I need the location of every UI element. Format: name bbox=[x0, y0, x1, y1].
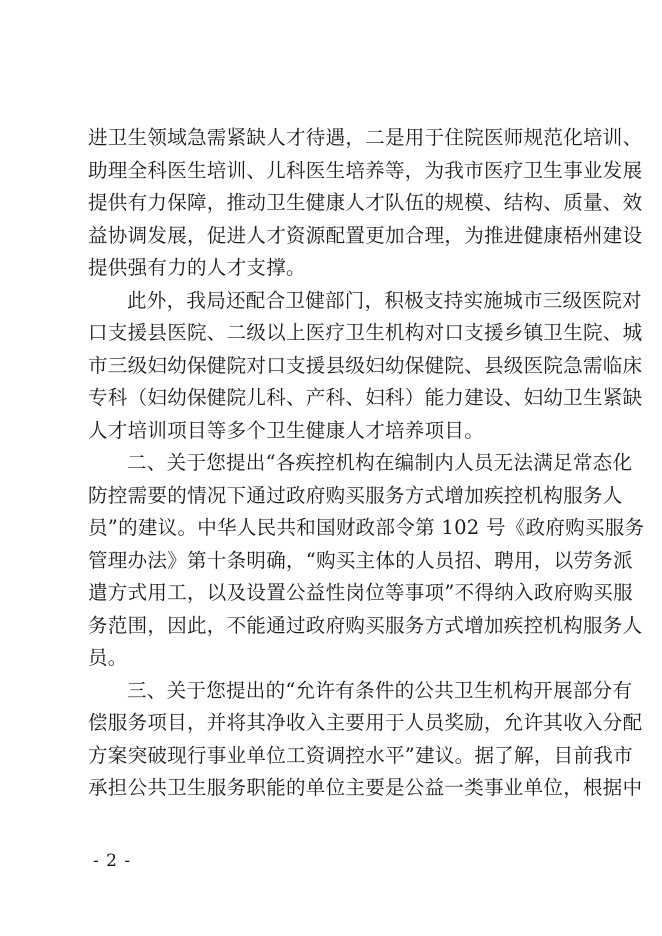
text-line: 口支援县医院、二级以上医疗卫生机构对口支援乡镇卫生院、城 bbox=[88, 321, 643, 344]
text-line: 人才培训项目等多个卫生健康人才培养项目。 bbox=[88, 418, 485, 442]
text-line: 务范围，因此，不能通过政府购买服务方式增加疾控机构服务人 bbox=[88, 613, 643, 637]
text-line: 助理全科医生培训、儿科医生培养等，为我市医疗卫生事业发展 bbox=[88, 158, 643, 182]
text-line: 专科（妇幼保健院儿科、产科、妇科）能力建设、妇幼卫生紧缺 bbox=[88, 386, 643, 409]
text-line: 员”的建议。中华人民共和国财政部令第 102 号《政府购买服务 bbox=[88, 516, 645, 539]
text-line: 此外，我局还配合卫健部门，积极支持实施城市三级医院对 bbox=[127, 288, 642, 312]
text-line: 防控需要的情况下通过政府购买服务方式增加疾控机构服务人 bbox=[88, 483, 623, 507]
text-line: 提供强有力的人才支撑。 bbox=[88, 256, 306, 279]
text-line: 遣方式用工，以及设置公益性岗位等事项”不得纳入政府购买服 bbox=[88, 581, 633, 604]
text-line: 方案突破现行事业单位工资调控水平”建议。据了解，目前我市 bbox=[88, 743, 633, 767]
text-line: 进卫生领域急需紧缺人才待遇，二是用于住院医师规范化培训、 bbox=[88, 126, 643, 149]
text-line: 提供有力保障，推动卫生健康人才队伍的规模、结构、质量、效 bbox=[88, 191, 643, 214]
text-line: 三、关于您提出的“允许有条件的公共卫生机构开展部分有 bbox=[127, 678, 633, 702]
text-line: 管理办法》第十条明确，“购买主体的人员招、聘用，以劳务派 bbox=[88, 548, 633, 572]
page-number: - 2 - bbox=[93, 851, 132, 871]
body-text bbox=[88, 122, 645, 805]
text-line: 二、关于您提出“各疾控机构在编制内人员无法满足常态化 bbox=[127, 451, 633, 474]
text-line: 益协调发展，促进人才资源配置更加合理，为推进健康梧州建设 bbox=[88, 223, 643, 247]
text-line: 市三级妇幼保健院对口支援县级妇幼保健院、县级医院急需临床 bbox=[88, 353, 643, 377]
text-line: 员。 bbox=[88, 646, 128, 669]
text-line: 承担公共卫生服务职能的单位主要是公益一类事业单位，根据中 bbox=[88, 776, 643, 799]
text-line: 偿服务项目，并将其净收入主要用于人员奖励，允许其收入分配 bbox=[88, 711, 643, 734]
